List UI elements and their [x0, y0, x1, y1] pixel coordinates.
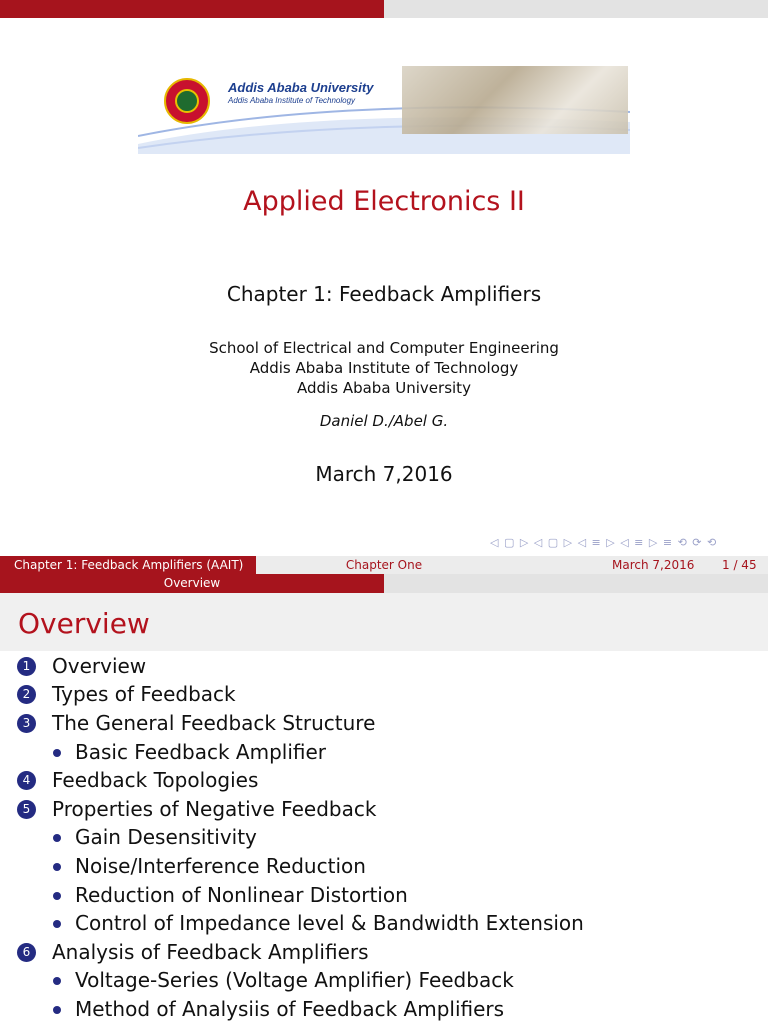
toc-subitem-label: Basic Feedback Amplifier [75, 740, 327, 764]
toc-item-label: Types of Feedback [52, 682, 236, 706]
bullet-icon [53, 1006, 61, 1014]
bullet-icon [53, 749, 61, 757]
bullet-icon [53, 920, 61, 928]
slide-footer [0, 556, 768, 574]
toc-number-badge: 1 [17, 657, 36, 676]
beamer-navigation-icons[interactable]: ◁ ▢ ▷ ◁ ▢ ▷ ◁ ≡ ▷ ◁ ≡ ▷ ≡ ⟲ ⟳ ⟲ [490, 536, 718, 549]
toc-item-label: Feedback Topologies [52, 768, 259, 792]
toc-item-label: The General Feedback Structure [52, 711, 376, 735]
progress-bar-empty [384, 0, 768, 18]
toc-subitem-label: Control of Impedance level & Bandwidth Extension [75, 911, 584, 935]
toc-subitem-label: Method of Analysiis of Feedback Amplifiers [75, 997, 505, 1021]
banner-institute-name: Addis Ababa Institute of Technology [228, 96, 356, 105]
toc-subitem-label: Voltage-Series (Voltage Amplifier) Feedback [75, 968, 514, 992]
footer-right [512, 556, 768, 574]
toc-number-badge: 4 [17, 771, 36, 790]
section-label: Overview [163, 576, 221, 590]
toc-number-badge: 2 [17, 685, 36, 704]
toc-subitem-label: Noise/Interference Reduction [75, 854, 366, 878]
toc-number-badge: 5 [17, 800, 36, 819]
footer-date: March 7,2016 [612, 558, 695, 572]
toc-item-label: Overview [52, 654, 147, 678]
bullet-icon [53, 892, 61, 900]
footer-section: Chapter One [256, 556, 512, 574]
footer-page-number: 1 / 45 [722, 558, 757, 572]
toc-item-label: Analysis of Feedback Amplifiers [52, 940, 369, 964]
presentation-subtitle: Chapter 1: Feedback Amplifiers [226, 282, 542, 306]
footer-short-title [0, 556, 256, 574]
toc-number-badge: 3 [17, 714, 36, 733]
toc-item-label: Properties of Negative Feedback [52, 797, 377, 821]
bullet-icon [53, 834, 61, 842]
presentation-title: Applied Electronics II [243, 186, 525, 217]
banner-university-name: Addis Ababa University [228, 80, 374, 95]
lab-photo [402, 66, 628, 134]
presentation-date: March 7,2016 [315, 462, 453, 486]
university-seal-logo [164, 78, 210, 124]
toc-subitem-label: Gain Desensitivity [75, 825, 257, 849]
institute-name: Addis Ababa Institute of Technology [249, 359, 519, 377]
progress-bar-filled [0, 0, 384, 18]
university-banner [138, 66, 630, 154]
bullet-icon [53, 863, 61, 871]
toc-number-badge: 6 [17, 943, 36, 962]
frame-title: Overview [18, 607, 150, 640]
university-name: Addis Ababa University [297, 379, 471, 397]
footer-left-text: Chapter 1: Feedback Amplifiers (AAIT) [14, 558, 244, 572]
bullet-icon [53, 977, 61, 985]
toc-subitem-label: Reduction of Nonlinear Distortion [75, 883, 408, 907]
school-name: School of Electrical and Computer Engineering [209, 339, 559, 357]
authors: Daniel D./Abel G. [319, 412, 449, 430]
section-progress-empty [384, 574, 768, 593]
